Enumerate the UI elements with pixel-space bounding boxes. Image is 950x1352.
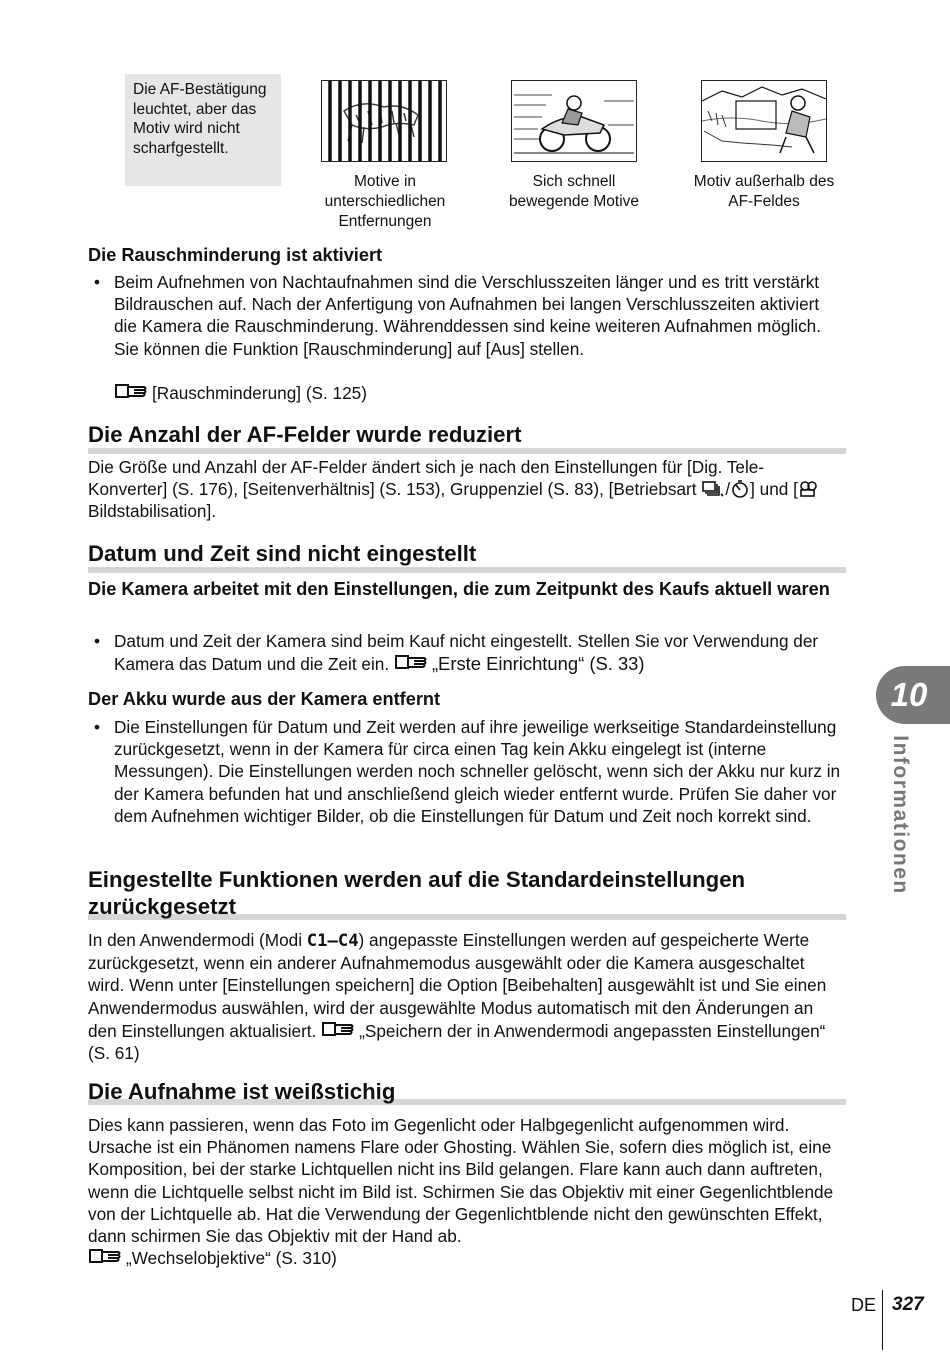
datetime-subheading-2: Der Akku wurde aus der Kamera entfernt bbox=[88, 689, 441, 709]
reset-ref-text: „Speichern der in Anwendermodi angepassten Einstellungen“ (S. 61) bbox=[88, 1020, 826, 1064]
whitish-body: Dies kann passieren, wenn das Foto im Gegenlicht oder Halbgegenlicht aufgenommen wird. Ursache ist ein Phänomen namens Flare oder Ghosting. Wählen Sie, sofern dies möglich ist, eine Komposition, bei der starke Lichtquellen nicht ins Bild gelangen. Flare kann auch dann auftreten, wenn die Lichtquelle selbst nicht im Bild ist. Schirmen Sie das Objektiv mit einer Gegenlichtblende von der Lichtquelle ab. Hat die Verwendung der Gegenlichtblende nicht den gewünschten Effekt, dann schirmen Sie das Objektiv mit der Hand ab. bbox=[88, 1115, 834, 1247]
whitish-section bbox=[88, 1078, 846, 1105]
af-confirmation-note: Die AF-Bestätigung leuchtet, aber das Motiv wird nicht scharfgestellt. bbox=[125, 74, 281, 186]
figure-caption-fast-motion: Sich schnell bewegende Motive bbox=[508, 173, 640, 210]
datetime-title: Datum und Zeit sind nicht eingestellt bbox=[88, 541, 477, 566]
datetime-bullet-2 bbox=[94, 716, 844, 827]
noise-reduction-text: Beim Aufnehmen von Nachtaufnahmen sind die Verschlusszeiten länger und es tritt verstärkt Bildrauschen auf. Nach der Anfertigung von Aufnahmen bei langen Verschlusszeiten aktiviert die Kamera die Rauschminderung. Währenddessen sind keine weiteren Aufnahmen möglich. Sie können die Funktion [Rauschminderung] auf [Aus] stellen. bbox=[114, 272, 822, 359]
reference-hand-icon bbox=[88, 1246, 122, 1266]
noise-reduction-bullet bbox=[94, 271, 844, 360]
reference-hand-icon bbox=[114, 381, 148, 401]
af-fields-section bbox=[88, 421, 846, 454]
motorcycle-illustration bbox=[511, 80, 637, 162]
page-number: 327 bbox=[892, 1294, 924, 1315]
bullet-marker: • bbox=[94, 717, 101, 737]
datetime-bullet-1-text: Datum und Zeit der Kamera sind beim Kauf nicht eingestellt. Stellen Sie vor Verwendung der Kamera das Datum und die Zeit ein. bbox=[114, 631, 819, 675]
bullet-marker: • bbox=[94, 631, 101, 651]
datetime-subheading-1: Die Kamera arbeitet mit den Einstellungen, die zum Zeitpunkt des Kaufs aktuell waren bbox=[88, 579, 830, 599]
af-fields-text-c: ] und [ bbox=[750, 479, 798, 500]
reference-hand-icon bbox=[321, 1019, 355, 1039]
image-stabilizer-icon bbox=[798, 480, 818, 498]
whitish-ref-text: „Wechselobjektive“ (S. 310) bbox=[126, 1248, 337, 1268]
af-fields-body bbox=[88, 456, 828, 523]
noise-reduction-reference bbox=[114, 381, 367, 404]
reference-hand-icon bbox=[394, 652, 428, 672]
datetime-bullet-1-ref: „Erste Einrichtung“ (S. 33) bbox=[431, 653, 645, 675]
figure-caption-distances: Motive in unterschiedlichen Entfernungen bbox=[324, 173, 446, 230]
section-rule bbox=[88, 448, 846, 454]
datetime-bullet-1-body bbox=[114, 630, 844, 675]
person-outside-af-area-illustration bbox=[701, 80, 827, 162]
af-fields-text-a: Die Größe und Anzahl der AF-Felder ändert sich je nach den Einstellungen für [Dig. Tele-Konverter] (S. 176), [Seitenverhältnis] (S. 153), Gruppenziel (S. 83), [Betriebsart bbox=[88, 457, 765, 500]
noise-reduction-ref-text: [Rauschminderung] (S. 125) bbox=[152, 383, 367, 403]
chapter-number-tab: 10 bbox=[876, 666, 950, 724]
datetime-bullet-1 bbox=[94, 630, 844, 675]
datetime-section bbox=[88, 540, 846, 573]
self-timer-icon bbox=[730, 480, 750, 498]
whitish-reference bbox=[88, 1246, 337, 1269]
footer-language: DE bbox=[851, 1295, 877, 1315]
custom-mode-range: C1–C4 bbox=[306, 931, 359, 951]
noise-reduction-heading: Die Rauschminderung ist aktiviert bbox=[88, 245, 383, 265]
datetime-bullet-2-text: Die Einstellungen für Datum und Zeit werden auf ihre jeweilige werkseitige Standardeinstellung zurückgesetzt, wenn in der Kamera für circa einen Tag kein Akku eingelegt ist (interne Messungen). Die Einstellungen werden noch schneller gelöscht, wenn sich der Akku nur kurz in der Kamera befunden hat und anschließend gleich wieder entfernt wurde. Prüfen Sie daher vor dem Aufnehmen wichtiger Bilder, ob die Einstellungen für Datum und Zeit noch korrekt sind. bbox=[114, 717, 841, 826]
reset-title: Eingestellte Funktionen werden auf die Standardeinstellungen zurückgesetzt bbox=[88, 867, 746, 919]
figure-caption-outside-af: Motiv außerhalb des AF-Feldes bbox=[693, 173, 835, 210]
af-fields-text-d: Bildstabilisation]. bbox=[88, 501, 217, 522]
reset-body bbox=[88, 929, 828, 1064]
tiger-behind-bars-illustration bbox=[321, 80, 447, 162]
section-rule bbox=[88, 567, 846, 573]
whitish-title: Die Aufnahme ist weißstichig bbox=[88, 1079, 396, 1104]
af-fields-text-b: / bbox=[725, 479, 731, 500]
drive-mode-icon bbox=[701, 480, 725, 498]
reset-section bbox=[88, 866, 846, 920]
reset-text-b: ) angepasste Einstellungen werden auf gespeicherte Werte zurückgesetzt, wenn ein anderer Aufnahmemodus ausgewählt oder die Kamera ausgeschaltet wird. Wenn unter [Einstellungen speichern] die Option [Beibehalten] ausgewählt ist und Sie einen Anwendermodus auswählen, wird der ausgewählte Modus automatisch mit den Änderungen an den Einstellungen aktualisiert. bbox=[88, 930, 827, 1041]
af-fields-title: Die Anzahl der AF-Felder wurde reduziert bbox=[88, 422, 522, 447]
chapter-label: Informationen bbox=[889, 735, 912, 895]
reset-text-a: In den Anwendermodi (Modi bbox=[88, 930, 307, 950]
bullet-marker: • bbox=[94, 272, 101, 292]
footer-divider bbox=[882, 1290, 883, 1350]
